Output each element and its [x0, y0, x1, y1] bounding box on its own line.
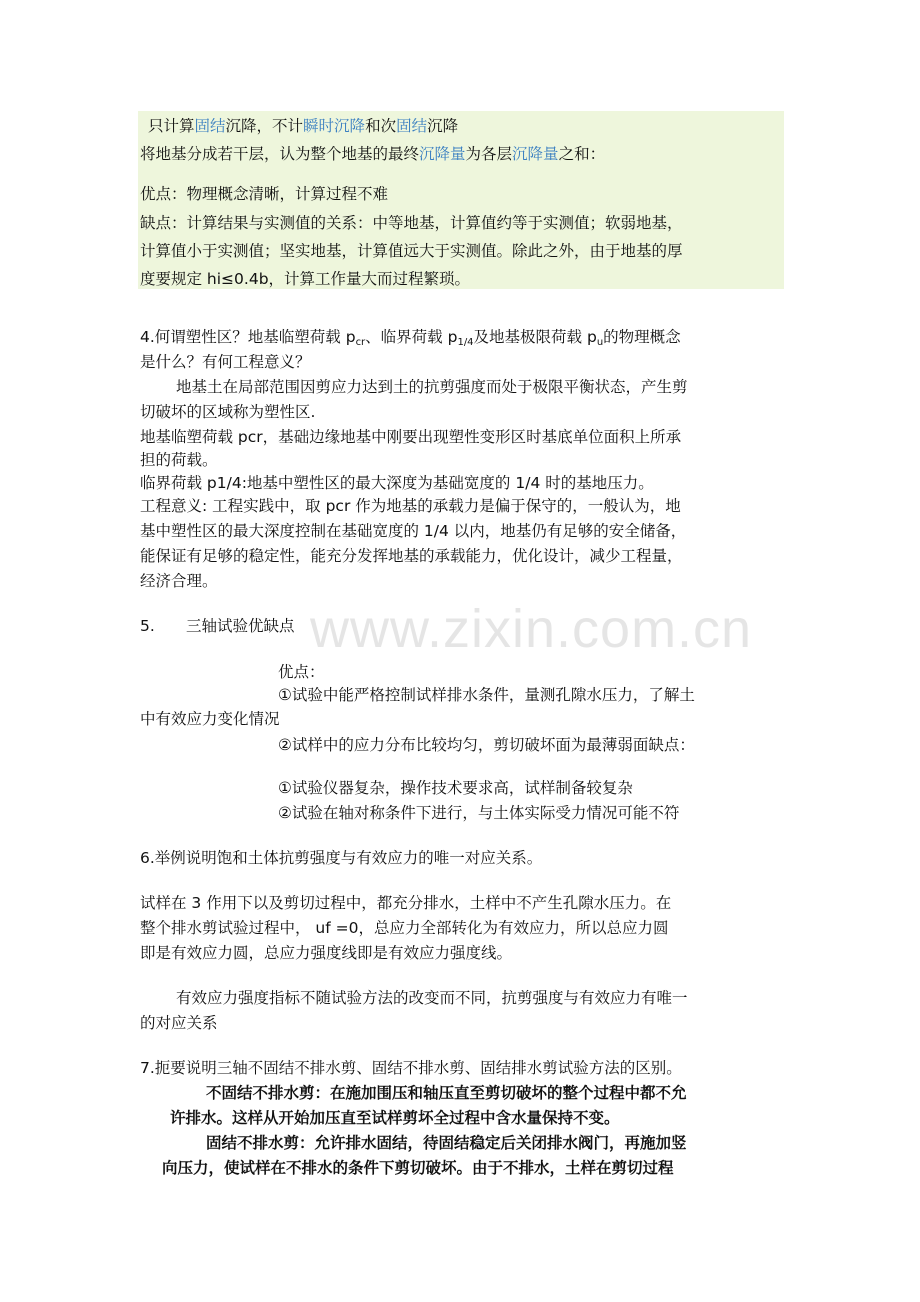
q5-pro-1a: ①试验中能严格控制试样排水条件，量测孔隙水压力，了解土	[278, 686, 695, 704]
text: 和次	[365, 117, 397, 135]
q5-pro-2: ②试样中的应力分布比较均匀，剪切破坏面为最薄弱面缺点：	[278, 736, 695, 754]
text: 沉降	[427, 117, 459, 135]
q7-title: 7.扼要说明三轴不固结不排水剪、固结不排水剪、固结排水剪试验方法的区别。	[140, 1059, 682, 1077]
text: 的物理概念	[603, 328, 681, 346]
q6-title: 6.举例说明饱和土体抗剪强度与有效应力的唯一对应关系。	[140, 849, 543, 867]
q5-pro-label: 优点：	[278, 663, 325, 681]
q7-cu-b: 向压力，使试样在不排水的条件下剪切破坏。由于不排水，土样在剪切过程	[162, 1159, 674, 1177]
q4-para-4b: 基中塑性区的最大深度控制在基础宽度的 1/4 以内，地基仍有足够的安全储备，	[140, 522, 687, 540]
text: 、临界荷载 p	[365, 328, 458, 346]
q4-para-2a: 地基临塑荷载 pcr，基础边缘地基中刚要出现塑性变形区时基底单位面积上所承	[140, 428, 682, 446]
q6-para-2a: 有效应力强度指标不随试验方法的改变而不同，抗剪强度与有效应力有唯一	[176, 989, 688, 1007]
q7-cu-a: 固结不排水剪：允许排水固结，待固结稳定后关闭排水阀门，再施加竖	[206, 1134, 687, 1152]
q5-con-1: ①试验仪器复杂，操作技术要求高，试样制备较复杂	[278, 779, 633, 797]
q6-para-2b: 的对应关系	[140, 1014, 218, 1032]
q4-title-1	[140, 327, 681, 353]
q5-con-2: ②试验在轴对称条件下进行，与土体实际受力情况可能不符	[278, 804, 680, 822]
q4-para-4a: 工程意义: 工程实践中，取 pcr 作为地基的承载力是偏于保守的，一般认为，地	[140, 497, 681, 515]
text: 及地基极限荷载 p	[473, 328, 597, 346]
q6-para-1c: 即是有效应力圆，总应力强度线即是有效应力强度线。	[140, 944, 513, 962]
blue-term: 沉降量	[512, 145, 559, 163]
q6-para-1b: 整个排水剪试验过程中， uf =0，总应力全部转化为有效应力，所以总应力圆	[140, 919, 669, 937]
q4-para-3: 临界荷载 p1/4:地基中塑性区的最大深度为基础宽度的 1/4 时的基地压力。	[140, 474, 654, 492]
box-line-2	[140, 144, 605, 164]
text: 沉降，不计	[225, 117, 304, 135]
q4-para-4c: 能保证有足够的稳定性，能充分发挥地基的承载能力，优化设计，减少工程量，	[140, 547, 683, 565]
blue-term: 沉降量	[419, 145, 466, 163]
q4-para-2b: 担的荷载。	[140, 451, 218, 469]
text: 4.何谓塑性区？地基临塑荷载 p	[140, 328, 356, 346]
subscript: u	[596, 337, 604, 348]
box-con-1: 缺点：计算结果与实测值的关系：中等地基，计算值约等于实测值；软弱地基，	[140, 214, 683, 232]
box-line-1	[148, 116, 458, 136]
q4-para-1a: 地基土在局部范围因剪应力达到土的抗剪强度而处于极限平衡状态，产生剪	[176, 378, 688, 396]
q5-title: 三轴试验优缺点	[186, 617, 295, 635]
subscript: 1/4	[457, 337, 474, 348]
q5-pro-1b: 中有效应力变化情况	[140, 710, 280, 728]
q4-title-2: 是什么？有何工程意义？	[140, 353, 311, 371]
q5-number: 5.	[140, 617, 155, 635]
text: 只计算	[148, 117, 195, 135]
text: 将地基分成若干层，认为整个地基的最终	[140, 145, 420, 163]
text: 之和：	[558, 145, 606, 163]
blue-term: 固结	[194, 117, 226, 135]
q7-uu-a: 不固结不排水剪：在施加围压和轴压直至剪切破坏的整个过程中都不允	[206, 1084, 687, 1102]
text: 为各层	[465, 145, 513, 163]
box-con-2: 计算值小于实测值；坚实地基，计算值远大于实测值。除此之外，由于地基的厚	[140, 242, 683, 260]
blue-term: 瞬时沉降	[303, 117, 366, 135]
q4-para-1b: 切破坏的区域称为塑性区.	[140, 403, 316, 421]
q6-para-1a: 试样在 3 作用下以及剪切过程中，都充分排水，土样中不产生孔隙水压力。在	[140, 894, 672, 912]
box-pro: 优点：物理概念清晰，计算过程不难	[140, 185, 389, 203]
subscript: cr	[355, 337, 366, 348]
q4-para-4d: 经济合理。	[140, 572, 218, 590]
box-con-3: 度要规定 hi≤0.4b，计算工作量大而过程繁琐。	[140, 270, 471, 288]
q7-uu-b: 许排水。这样从开始加压直至试样剪坏全过程中含水量保持不变。	[170, 1109, 620, 1127]
blue-term: 固结	[396, 117, 428, 135]
watermark: www.zixin.com.cn	[310, 599, 753, 659]
